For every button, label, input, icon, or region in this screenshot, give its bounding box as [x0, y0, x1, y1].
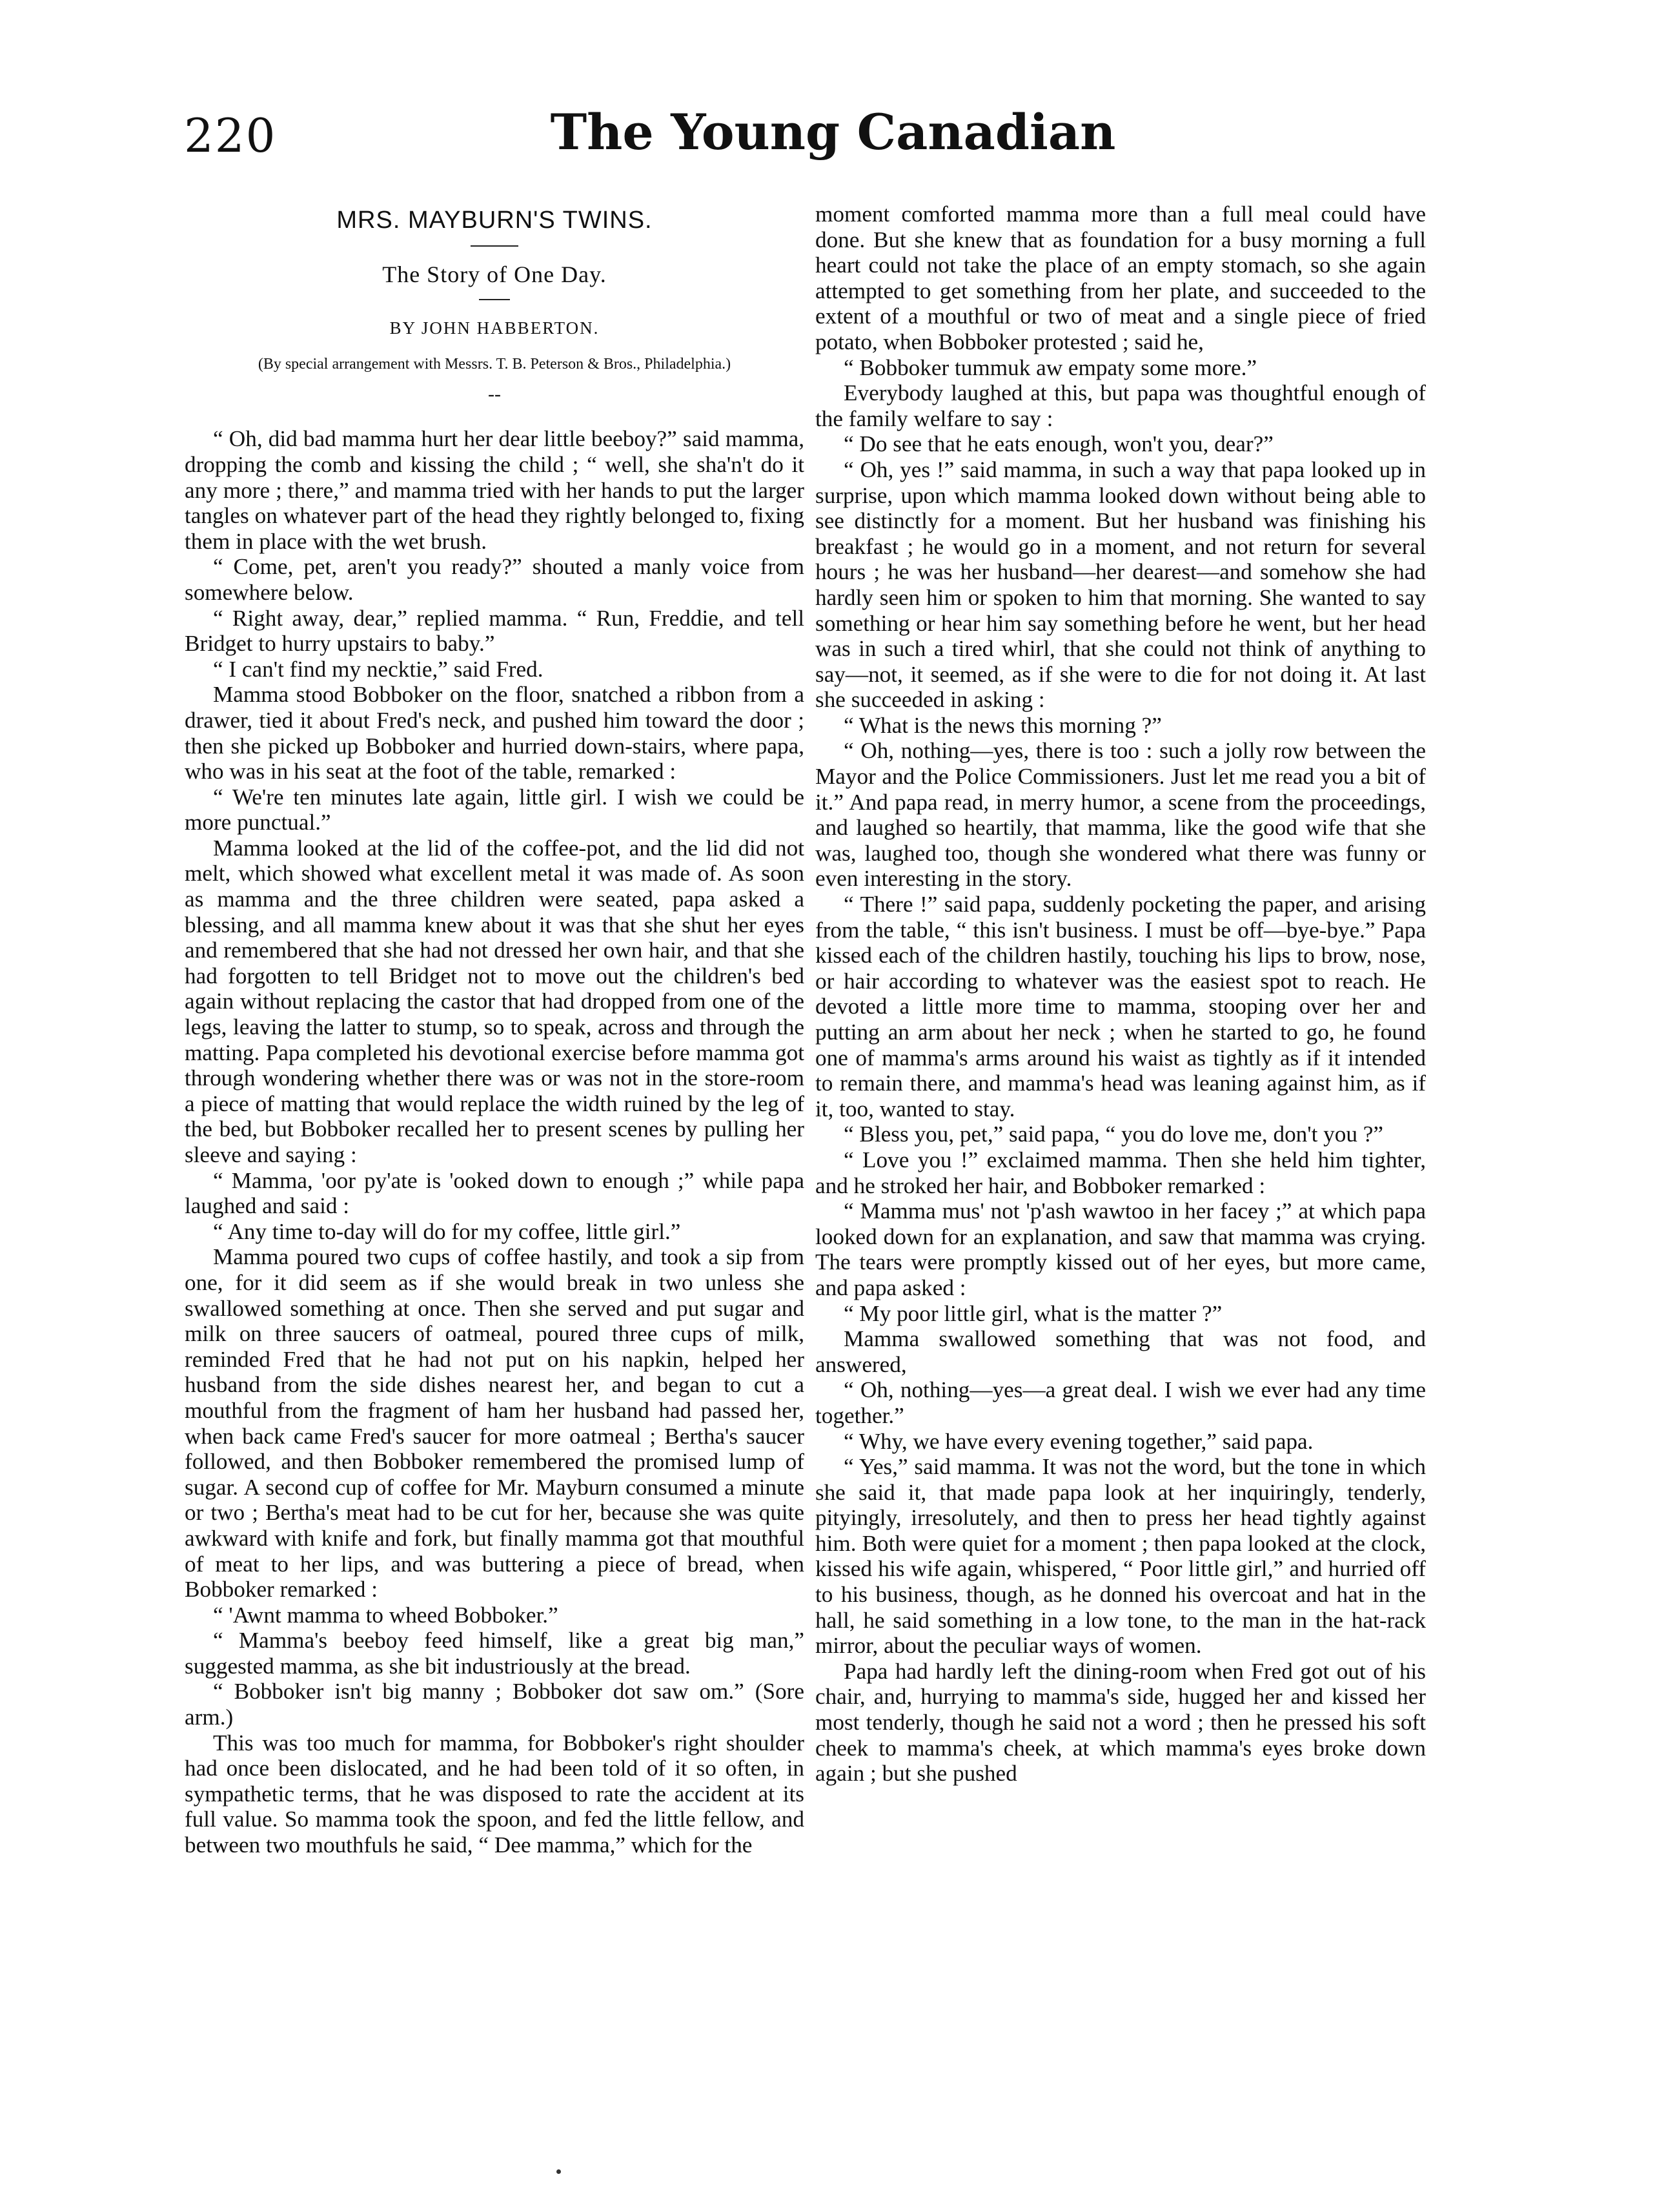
paragraph: “ Right away, dear,” replied mamma. “ Run, Freddie, and tell Bridget to hurry upstairs to baby.”: [185, 605, 804, 657]
paragraph: Papa had hardly left the dining-room when Fred got out of his chair, and, hurrying to mamma's side, hugged her and kissed her most tenderly, though he said not a word ; then he pressed his soft cheek to mamma's cheek, at which mamma's eyes broke down again ; but she pushed: [815, 1658, 1426, 1787]
paragraph: “ Why, we have every evening together,” said papa.: [844, 1428, 1314, 1454]
paragraph: This was too much for mamma, for Bobboker's right shoulder had once been dislocated, and he had been told of it so often, in sympathetic terms, that he was disposed to rate the accident at its full value. So mamma took the spoon, and fed the little fellow, and between two mouthfuls he said, “ Dee mamma,” which for the: [185, 1730, 804, 1858]
masthead: The Young Canadian: [550, 103, 1116, 161]
paragraph: “ Oh, yes !” said mamma, in such a way that papa looked up in surprise, upon which mamma looked down without being able to see distinctly for a moment. But her husband was finishing his breakfast ; he would go in a moment, and not return for several hours ; he was her husband—her dearest—and somehow she had hardly seen him or spoken to him that morning. She wanted to say something or hear him say something before he went, but her head was in such a tired whirl, that she could not think of anything to say—not, it seemed, as if she were to die for not doing it. At last she succeeded in asking :: [815, 456, 1426, 713]
paragraph: Mamma swallowed something that was not food, and answered,: [815, 1326, 1426, 1377]
paragraph: “ Any time to-day will do for my coffee, little girl.”: [213, 1218, 681, 1244]
section-separator: --: [488, 384, 501, 405]
paragraph-continued: moment comforted mamma more than a full meal could have done. But she knew that as foundation for a busy morning a full heart could not take the place of an empty stomach, so she again attempted to get something from her plate, and succeeded to the extent of a mouthful or two of meat and a single piece of fried potato, when Bobboker protested ; said he,: [815, 201, 1426, 354]
paragraph: “ Yes,” said mamma. It was not the word, but the tone in which she said it, that made papa look at her inquiringly, tenderly, pityingly, irresolutely, and then to press her head tightly against him. Both were quiet for a moment ; then papa looked at the clock, kissed his wife again, whispered, “ Poor little girl,” and hurried off to his business, though, as he donned his overcoat and hat in the hall, he said something in a low tone, to the man in the hat-rack mirror, about the peculiar ways of women.: [815, 1454, 1426, 1659]
paragraph: “ We're ten minutes late again, little girl. I wish we could be more punctual.”: [185, 784, 804, 835]
paragraph: “ There !” said papa, suddenly pocketing the paper, and arising from the table, “ this isn't business. I must be off—bye-bye.” Papa kissed each of the children hastily, touching his lips to brow, nose, or hair according to whatever was the easiest spot to reach. He devoted a little more time to mamma, stooping over her and putting an arm about her neck ; when he started to go, he found one of mamma's arms around his waist as tightly as if it intended to remain there, and mamma's head was leaning against him, as if it, too, wanted to stay.: [815, 892, 1426, 1121]
article-byline: BY JOHN HABBERTON.: [389, 318, 600, 338]
paragraph: “ Mamma's beeboy feed himself, like a great big man,” suggested mamma, as she bit industriously at the bread.: [185, 1628, 804, 1679]
paragraph: “ Do see that he eats enough, won't you, dear?”: [844, 431, 1274, 457]
paragraph: “ What is the news this morning ?”: [844, 712, 1162, 738]
subtitle-rule: [479, 299, 510, 300]
paragraph: “ Come, pet, aren't you ready?” shouted a manly voice from somewhere below.: [185, 554, 804, 605]
left-column: [185, 205, 804, 1858]
paragraph: “ Mamma, 'oor py'ate is 'ooked down to enough ;” while papa laughed and said :: [185, 1167, 804, 1219]
paragraph: Everybody laughed at this, but papa was thoughtful enough of the family welfare to say :: [815, 380, 1426, 431]
paragraph: “ Bless you, pet,” said papa, “ you do love me, don't you ?”: [844, 1121, 1383, 1147]
arrangement-note: (By special arrangement with Messrs. T. B. Peterson & Bros., Philadelphia.): [258, 355, 731, 373]
paragraph: “ Mamma mus' not 'p'ash wawtoo in her facey ;” at which papa looked down for an explanation, and saw that mamma was crying. The tears were promptly kissed out of her eyes, but more came, and papa asked :: [815, 1198, 1426, 1300]
page-number: 220: [184, 108, 277, 163]
paragraph: “ My poor little girl, what is the matter ?”: [844, 1300, 1223, 1326]
paragraph: “ Oh, nothing—yes, there is too : such a jolly row between the Mayor and the Police Commissioners. Just let me read you a bit of it.” And papa read, in merry humor, a scene from the proceedings, and laughed so heartily, that mamma, like the good wife that she was, laughed too, though she wondered what there was funny or even interesting in the story.: [815, 738, 1426, 892]
article-subtitle: The Story of One Day.: [382, 261, 607, 287]
paragraph: “ I can't find my necktie,” said Fred.: [213, 656, 543, 682]
article-title: MRS. MAYBURN'S TWINS.: [336, 207, 653, 234]
paragraph: “ Bobboker tummuk aw empaty some more.”: [844, 354, 1257, 380]
paragraph: Mamma poured two cups of coffee hastily, and took a sip from one, for it did seem as if she would break in two unless she swallowed something at once. Then she served and put sugar and milk on three saucers of oatmeal, poured three cups of milk, reminded Fred that he had not put on his napkin, helped her husband from the side dishes nearest her, and began to cut a mouthful from the fragment of ham her husband had passed her, when back came Fred's saucer for more oatmeal ; Bertha's saucer followed, and then Bobboker remembered the promised lump of sugar. A second cup of coffee for Mr. Mayburn consumed a minute or two ; Bertha's meat had to be cut for her, because she was quite awkward with knife and fork, but finally mamma got that mouthful of meat to her lips, and was buttering a piece of bread, when Bobboker remarked :: [185, 1244, 804, 1603]
paragraph: “ Love you !” exclaimed mamma. Then she held him tighter, and he stroked her hair, and Bobboker remarked :: [815, 1147, 1426, 1198]
paragraph: “ Oh, nothing—yes—a great deal. I wish we ever had any time together.”: [815, 1377, 1426, 1428]
paragraph: “ 'Awnt mamma to wheed Bobboker.”: [213, 1602, 558, 1628]
print-speck: [556, 2169, 561, 2174]
paragraph: Mamma stood Bobboker on the floor, snatched a ribbon from a drawer, tied it about Fred's neck, and pushed him toward the door ; then she picked up Bobboker and hurried down-stairs, where papa, who was in his seat at the foot of the table, remarked :: [185, 682, 804, 784]
paragraph: “ Oh, did bad mamma hurt her dear little beeboy?” said mamma, dropping the comb and kissing the child ; “ well, she sha'n't do it any more ; there,” and mamma tried with her hands to put the larger tangles on whatever part of the head they rightly belonged to, fixing them in place with the wet brush.: [185, 426, 804, 554]
title-rule: [471, 245, 518, 247]
paragraph: Mamma looked at the lid of the coffee-pot, and the lid did not melt, which showed what excellent metal it was made of. As soon as mamma and the three children were seated, papa asked a blessing, and all mamma knew about it was that she shut her eyes and remembered that she had not dressed her own hair, and that she had forgotten to tell Bridget not to move out the children's bed again without replacing the castor that had dropped from one of the legs, leaving the latter to stump, so to speak, across and through the matting. Papa completed his devotional exercise before mamma got through wondering whether there was or was not in the store-room a piece of matting that would replace the width ruined by the leg of the bed, but Bobboker recalled her to present scenes by pulling her sleeve and saying :: [185, 835, 804, 1167]
paragraph: “ Bobboker isn't big manny ; Bobboker dot saw om.” (Sore arm.): [185, 1679, 804, 1730]
right-column: [815, 201, 1426, 1787]
